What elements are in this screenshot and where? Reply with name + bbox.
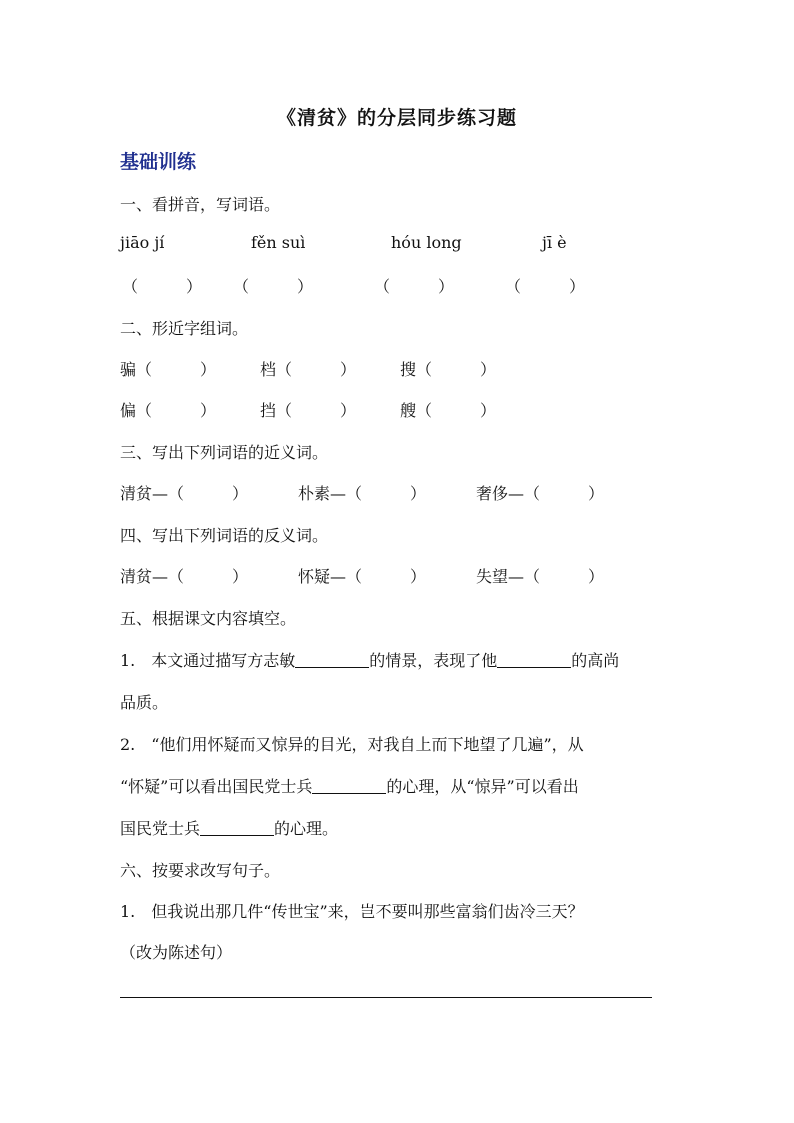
char-item: 挡（ ） bbox=[260, 401, 357, 420]
q4-items-row bbox=[0, 564, 794, 586]
q5-item-2-line-2 bbox=[120, 774, 579, 797]
q5-item-2-text-c: 国民党士兵 bbox=[120, 819, 201, 838]
antonym-item: 清贫—（ ） bbox=[120, 567, 249, 586]
answer-line bbox=[120, 997, 652, 998]
q5-item-2-line-1: 2. “他们用怀疑而又惊异的目光，对我自上而下地望了几遍”，从 bbox=[120, 735, 584, 754]
q5-item-2-text-b: 的心理，从“惊异”可以看出 bbox=[386, 777, 579, 796]
pinyin-4: jī è bbox=[542, 233, 567, 252]
q1-pinyin-row bbox=[0, 233, 794, 255]
q5-item-2-text-a: “怀疑”可以看出国民党士兵 bbox=[120, 777, 313, 796]
q6-item-1-line-2: （改为陈述句） bbox=[120, 943, 233, 962]
q5-heading: 五、根据课文内容填空。 bbox=[120, 609, 297, 628]
fill-blank bbox=[312, 779, 386, 794]
fill-blank bbox=[497, 653, 571, 668]
q5-item-1-cont: 品质。 bbox=[120, 693, 169, 712]
pinyin-1: jiāo jí bbox=[120, 233, 165, 252]
bracket-3: （ ） bbox=[374, 277, 455, 296]
bracket-2: （ ） bbox=[233, 277, 314, 296]
fill-blank bbox=[200, 821, 274, 836]
char-item: 艘（ ） bbox=[400, 401, 497, 420]
synonym-item: 朴素—（ ） bbox=[298, 484, 427, 503]
char-item: 搜（ ） bbox=[400, 360, 497, 379]
q2-heading: 二、形近字组词。 bbox=[120, 319, 249, 338]
q5-item-1 bbox=[120, 648, 619, 671]
q1-heading: 一、看拼音，写词语。 bbox=[120, 195, 281, 214]
q5-item-1-text-a: 1. 本文通过描写方志敏 bbox=[120, 651, 296, 670]
q2-row-1 bbox=[0, 357, 794, 379]
q3-heading: 三、写出下列词语的近义词。 bbox=[120, 443, 329, 462]
char-item: 偏（ ） bbox=[120, 401, 217, 420]
synonym-item: 奢侈—（ ） bbox=[476, 484, 605, 503]
antonym-item: 怀疑—（ ） bbox=[298, 567, 427, 586]
synonym-item: 清贫—（ ） bbox=[120, 484, 249, 503]
pinyin-2: fěn suì bbox=[251, 233, 306, 252]
q6-item-1-line-1: 1. 但我说出那几件“传世宝”来，岂不要叫那些富翁们齿冷三天？ bbox=[120, 902, 584, 921]
q2-row-2 bbox=[0, 398, 794, 420]
bracket-4: （ ） bbox=[505, 277, 586, 296]
section-heading: 基础训练 bbox=[120, 151, 197, 173]
pinyin-3: hóu long bbox=[391, 233, 462, 252]
antonym-item: 失望—（ ） bbox=[476, 567, 605, 586]
q3-items-row bbox=[0, 481, 794, 503]
q5-item-2-line-3 bbox=[120, 816, 338, 839]
q5-item-2-text-d: 的心理。 bbox=[274, 819, 339, 838]
q5-item-1-text-b: 的情景，表现了他 bbox=[369, 651, 498, 670]
fill-blank bbox=[295, 653, 369, 668]
q5-item-1-text-c: 的高尚 bbox=[571, 651, 620, 670]
char-item: 档（ ） bbox=[260, 360, 357, 379]
q4-heading: 四、写出下列词语的反义词。 bbox=[120, 526, 329, 545]
char-item: 骗（ ） bbox=[120, 360, 217, 379]
bracket-1: （ ） bbox=[122, 277, 203, 296]
q6-heading: 六、按要求改写句子。 bbox=[120, 861, 281, 880]
q1-answer-row bbox=[0, 274, 794, 296]
page-title: 《清贫》的分层同步练习题 bbox=[276, 107, 517, 129]
